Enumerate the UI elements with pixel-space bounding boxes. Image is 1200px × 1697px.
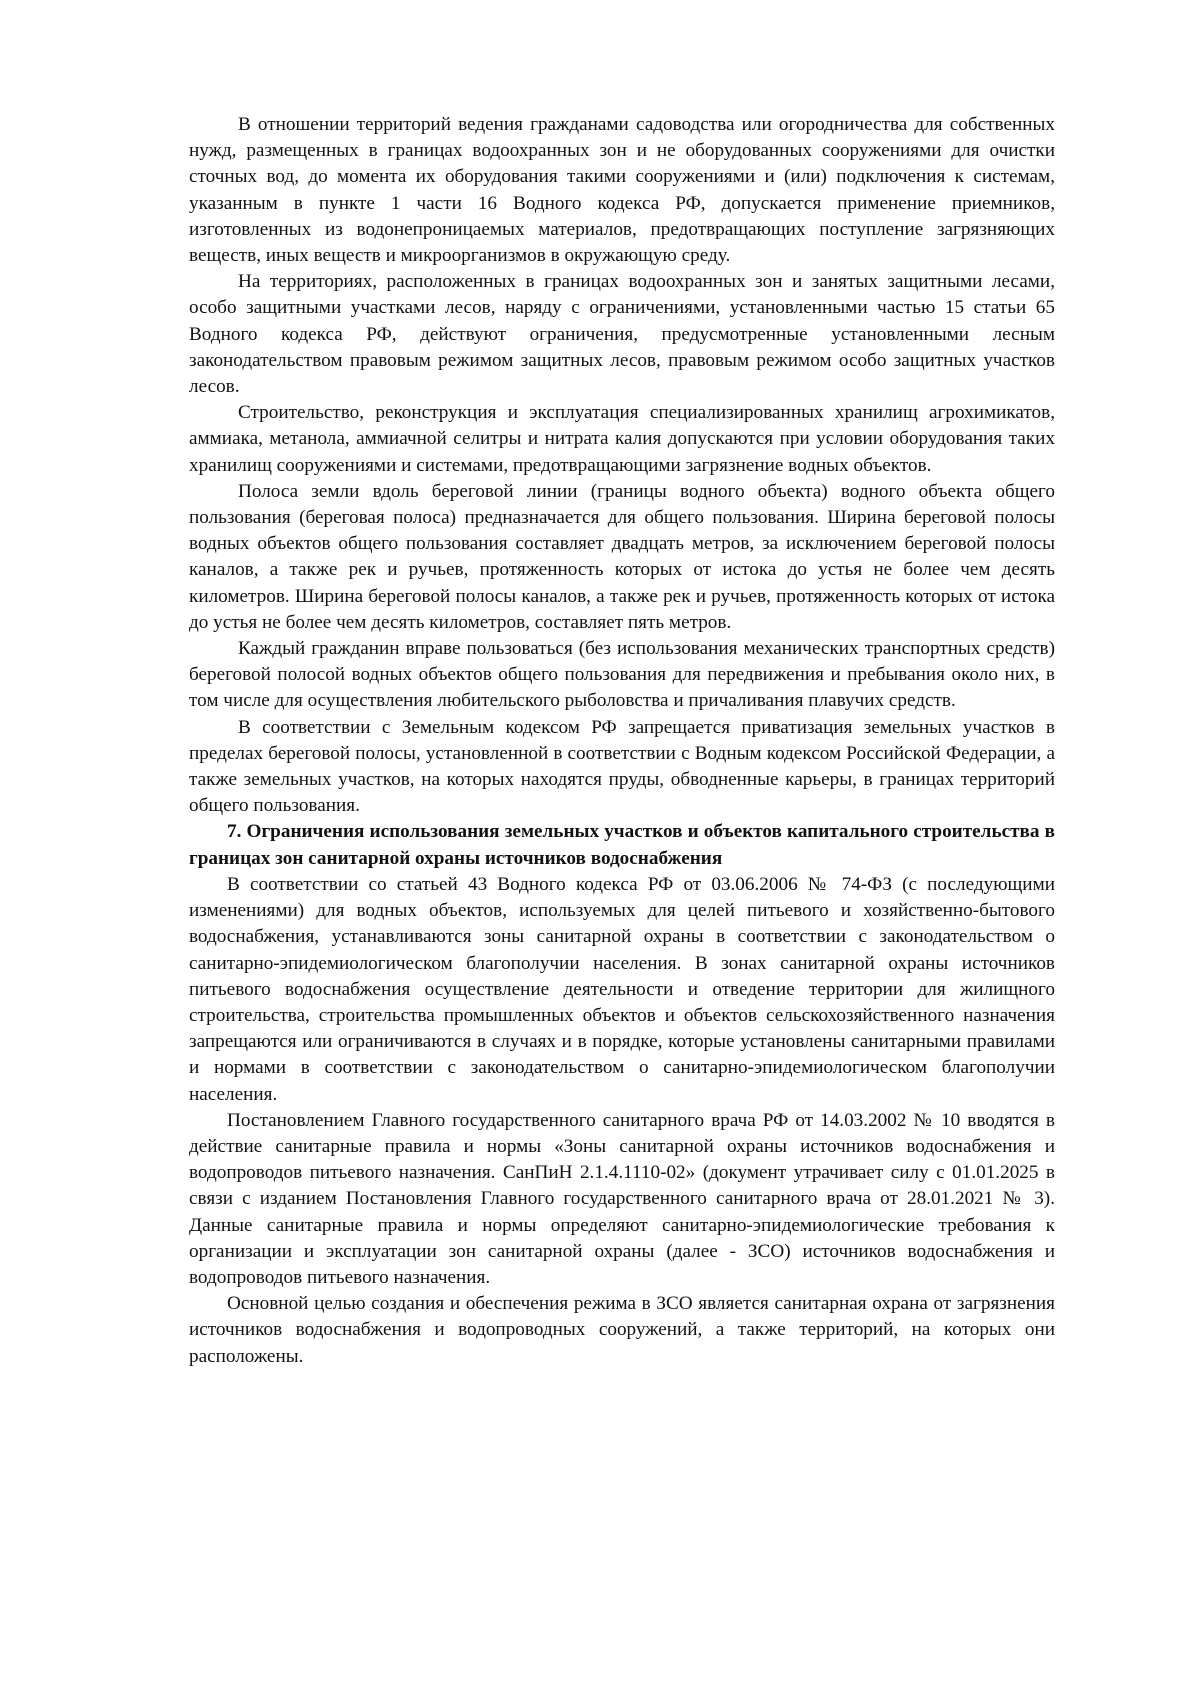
document-page [189, 112, 1055, 1370]
paragraph-agrochemical-storage: Строительство, реконструкция и эксплуатация специализированных хранилищ агрохимикатов, аммиака, метанола, аммиачной селитры и нитрата калия допускаются при условии оборудования таких хранилищ сооружениями и системами, предотвращающими загрязнение водных объектов. [189, 402, 1055, 476]
paragraph-citizen-access: Каждый гражданин вправе пользоваться (без использования механических транспортных средств) береговой полосой водных объектов общего пользования для передвижения и пребывания около них, в том числе для осуществления любительского рыболовства и причаливания плавучих средств. [189, 638, 1055, 712]
paragraph-gardening-plots: В отношении территорий ведения гражданами садоводства или огородничества для собственных нужд, размещенных в границах водоохранных зон и не оборудованных сооружениями для очистки сточных вод, до момента их оборудования такими сооружениями и (или) подключения к системам, указанным в пункте 1 части 16 Водного кодекса РФ, допускается применение приемников, изготовленных из водонепроницаемых материалов, предотвращающих поступление загрязняющих веществ, иных веществ и микроорганизмов в окружающую среду. [189, 114, 1055, 267]
paragraph-coastal-strip: Полоса земли вдоль береговой линии (границы водного объекта) водного объекта общего пользования (береговая полоса) предназначается для общего пользования. Ширина береговой полосы водных объектов общего пользования составляет двадцать метров, за исключением береговой полосы каналов, а также рек и ручьев, протяженность которых от истока до устья не более чем десять километров. Ширина береговой полосы каналов, а также рек и ручьев, протяженность которых от истока до устья не более чем десять километров, составляет пять метров. [189, 480, 1055, 633]
paragraph-zso-purpose: Основной целью создания и обеспечения режима в ЗСО является санитарная охрана от загрязнения источников водоснабжения и водопроводных сооружений, а также территорий, на которых они расположены. [189, 1293, 1055, 1367]
paragraph-water-code-article-43: В соответствии со статьей 43 Водного кодекса РФ от 03.06.2006 № 74-ФЗ (с последующими изменениями) для водных объектов, используемых для целей питьевого и хозяйственно-бытового водоснабжения, устанавливаются зоны санитарной охраны в соответствии с законодательством о санитарно-эпидемиологическом благополучии населения. В зонах санитарной охраны источников питьевого водоснабжения осуществление деятельности и отведение территории для жилищного строительства, строительства промышленных объектов и объектов сельскохозяйственного назначения запрещаются или ограничиваются в случаях и в порядке, которые установлены санитарными правилами и нормами в соответствии с законодательством о санитарно-эпидемиологическом благополучии населения. [189, 873, 1055, 1105]
section-heading: 7. Ограничения использования земельных участков и объектов капитального строительства в границах зон санитарной охраны источников водоснабжения [189, 821, 1055, 869]
paragraph-privatization-ban: В соответствии с Земельным кодексом РФ запрещается приватизация земельных участков в пределах береговой полосы, установленной в соответствии с Водным кодексом Российской Федерации, а также земельных участков, на которых находятся пруды, обводненные карьеры, в границах территорий общего пользования. [189, 716, 1055, 817]
paragraph-sanpin-resolution: Постановлением Главного государственного санитарного врача РФ от 14.03.2002 № 10 вводятся в действие санитарные правила и нормы «Зоны санитарной охраны источников водоснабжения и водопроводов питьевого назначения. СанПиН 2.1.4.1110-02» (документ утрачивает силу с 01.01.2025 в связи с изданием Постановления Главного государственного санитарного врача от 28.01.2021 № 3). Данные санитарные правила и нормы определяют санитарно-эпидемиологические требования к организации и эксплуатации зон санитарной охраны (далее - ЗСО) источников водоснабжения и водопроводов питьевого назначения. [189, 1109, 1055, 1288]
paragraph-protective-forests: На территориях, расположенных в границах водоохранных зон и занятых защитными лесами, особо защитными участками лесов, наряду с ограничениями, установленными частью 15 статьи 65 Водного кодекса РФ, действуют ограничения, предусмотренные установленными лесным законодательством правовым режимом защитных лесов, правовым режимом особо защитных участков лесов. [189, 271, 1055, 398]
